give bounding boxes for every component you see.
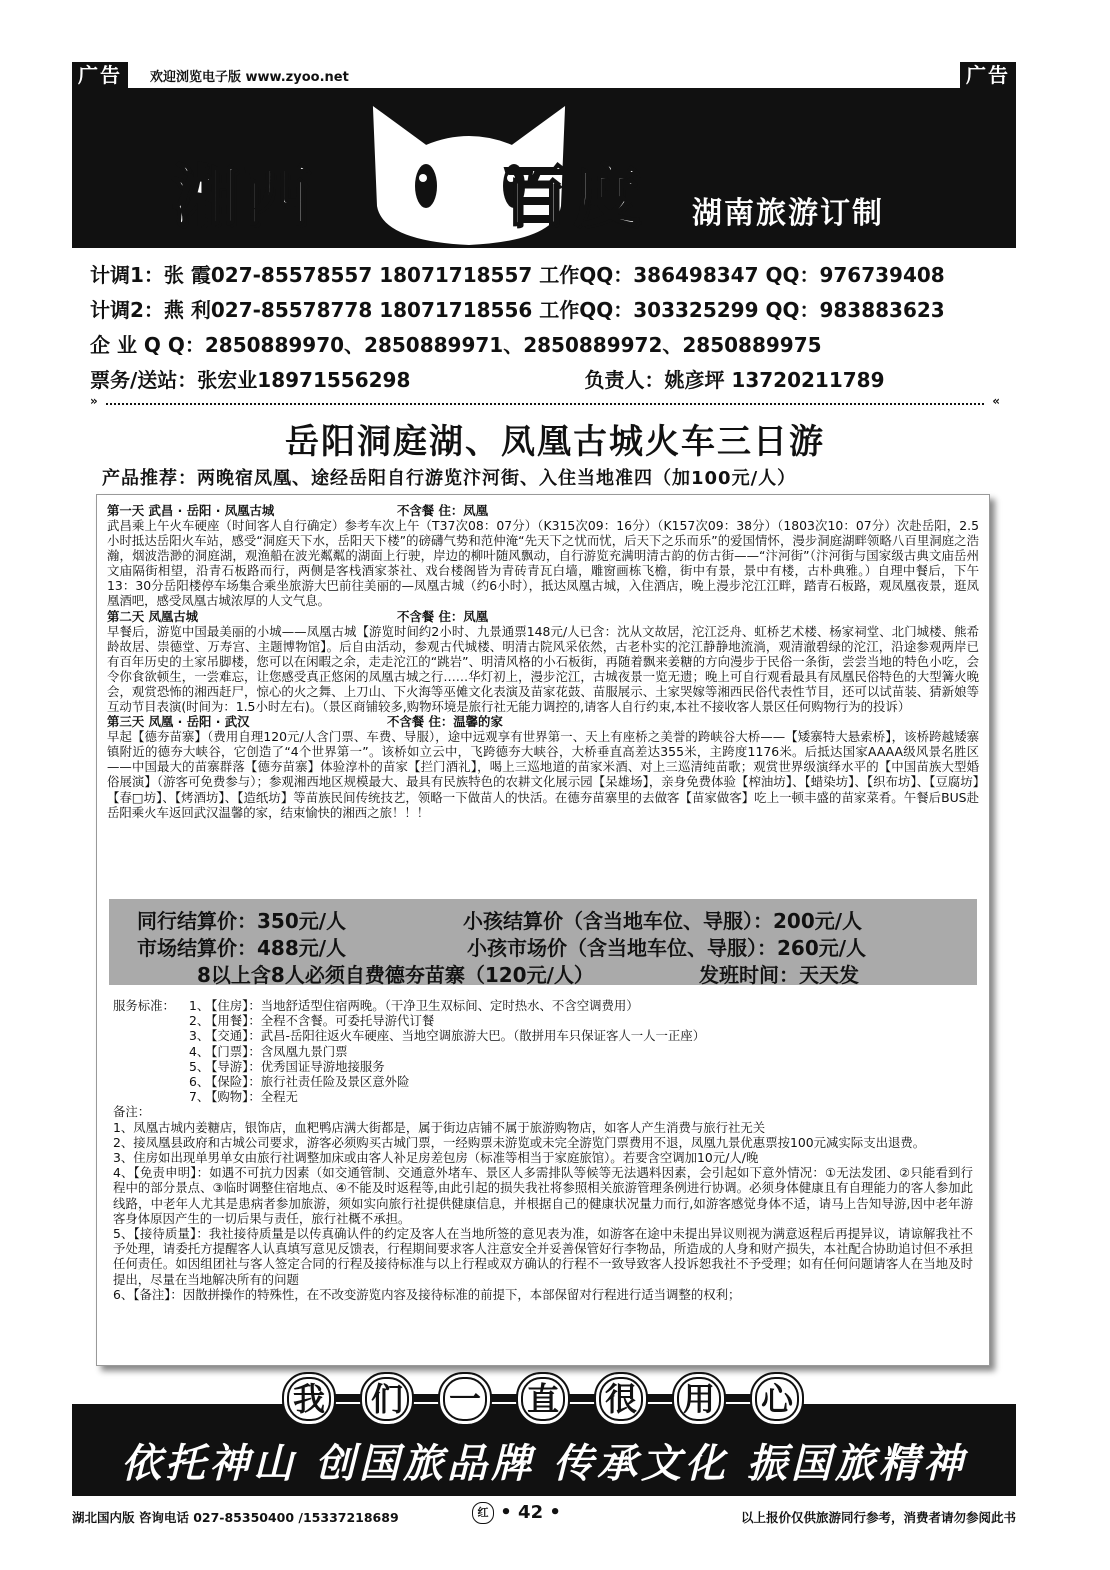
slogan-char: 很 bbox=[594, 1372, 648, 1426]
day-meal: 不含餐 住：凤凰 bbox=[397, 503, 489, 518]
day-description: 早起【德夯苗寨】（费用自理120元/人含门票、车费、导服），途中远观享有世界第一、天上有座桥之美誉的跨峡谷大桥——【矮寨特大悬索桥】，该桥跨越矮寨镇附近的德夯大峡谷，它创造了“4个世界第一”。该桥如立云中，飞跨德夯大峡谷，大桥垂直高差达355米，主跨度1176米。后抵达国家AAAA级风景名胜区——中国最大的苗寨群落【德夯苗寨】体验淳朴的苗家【拦门酒礼】，喝上三巡地道的苗家米酒、对上三巡清纯苗歌；观赏世界级演绎水平的【中国苗族大型婚俗展演】（游客可免费参与）；参观湘西地区规模最大、最具有民族特色的农耕文化展示园【呆雄场】，亲身免费体验【榨油坊】、【蜡染坊】、【织布坊】、【豆腐坊】【春□坊】、【烤酒坊】、【造纸坊】等苗族民间传统技艺，领略一下做苗人的快活。在德夯苗寨里的去做客【苗家做客】吃上一顿丰盛的苗家菜肴。午餐后BUS赴岳阳乘火车返回武汉温馨的家，结束愉快的湘西之旅！！！ bbox=[107, 729, 979, 820]
service-standards bbox=[113, 998, 973, 1302]
service-item bbox=[113, 1089, 973, 1104]
service-text: 【门票】：含凤凰九景门票 bbox=[205, 1043, 348, 1059]
brand-name-part2: 百度 bbox=[502, 157, 646, 235]
departure-schedule: 发班时间：天天发 bbox=[699, 963, 859, 987]
day-header bbox=[107, 503, 979, 518]
service-text: 【住房】：当地舒适型住宿两晚。（干净卫生双标间、定时热水、不含空调费用） bbox=[205, 998, 639, 1013]
peer-adult-price: 同行结算价：350元/人 bbox=[137, 909, 347, 933]
note-item: 5、【接待质量】：我社接待质量是以传真确认件的约定及客人在当地所签的意见表为准，如游客在途中未提出异议则视为满意返程后再提异议，请谅解我社不予处理，请委托方提醒客人认真填写意见反馈表，行程期间要求客人注意安全并妥善保管好行李物品，所造成的人身和财产损失，本社配合协助追讨但不承担任何责任。如因组团社与客人签定合同的行程及接待标准与以上行程或双方确认的行程不一致导致客人投诉恕我社不予受理；如有任何问题请客人在当地及时提出，尽量在当地解决所有的问题 bbox=[113, 1225, 973, 1287]
brand-name-part1: 湘西 bbox=[172, 157, 316, 235]
top-bar bbox=[72, 62, 1016, 88]
service-item bbox=[113, 998, 973, 1013]
service-item bbox=[113, 1028, 973, 1043]
divider-left-mark: » bbox=[90, 394, 98, 408]
note-item: 6、【备注】：因散拼操作的特殊性，在不改变游览内容及接待标准的前提下，本部保留对行程进行适当调整的权利； bbox=[113, 1286, 741, 1302]
service-item bbox=[113, 1044, 973, 1059]
day-header bbox=[107, 609, 979, 624]
service-item bbox=[113, 1074, 973, 1089]
day-title: 第三天 凤凰 · 岳阳 · 武汉 bbox=[107, 714, 250, 730]
service-number: 7、 bbox=[189, 1089, 210, 1105]
slogan-char: 直 bbox=[516, 1372, 570, 1426]
service-item bbox=[113, 1059, 973, 1074]
dotted-divider bbox=[90, 396, 1000, 410]
divider-right-mark: « bbox=[992, 394, 1000, 408]
day-header bbox=[107, 714, 979, 729]
slogan-main: 依托神山 创国旅品牌 传承文化 振国旅精神 bbox=[121, 1440, 967, 1487]
contact-block bbox=[90, 258, 1010, 398]
tour-headline: 岳阳洞庭湖、凤凰古城火车三日游 bbox=[285, 422, 825, 462]
contact-line: 企 业 Q Q：2850889970、2850889971、2850889972、2850889975 bbox=[90, 333, 822, 357]
peer-child-price: 小孩结算价（含当地车位、导服）：200元/人 bbox=[463, 909, 863, 933]
day-title: 第二天 凤凰古城 bbox=[107, 608, 199, 624]
slogan-char: 心 bbox=[750, 1372, 804, 1426]
red-edition-badge: 红 bbox=[472, 1502, 494, 1524]
day-list bbox=[107, 503, 979, 820]
slogan-circles bbox=[282, 1372, 806, 1424]
brand-banner bbox=[72, 88, 1016, 248]
market-child-price: 小孩市场价（含当地车位、导服）：260元/人 bbox=[467, 936, 867, 960]
slogan-char: 一 bbox=[438, 1372, 492, 1426]
notes-label: 备注： bbox=[113, 1104, 151, 1120]
page-number: • 42 • bbox=[500, 1502, 561, 1523]
product-recommend: 产品推荐：两晚宿凤凰、途经岳阳自行游览汴河街、入住当地准四（加100元/人） bbox=[102, 468, 797, 489]
divider-line bbox=[106, 403, 984, 405]
day-meal: 不含餐 住：凤凰 bbox=[397, 608, 489, 624]
contact-line: 票务/送站：张宏业18971556298 负责人：姚彦坪 13720211789 bbox=[90, 368, 885, 392]
service-text: 【购物】：全程无 bbox=[205, 1089, 298, 1105]
ad-tag-left: 广告 bbox=[72, 62, 128, 88]
slogan-char: 用 bbox=[672, 1372, 726, 1426]
service-number: 6、 bbox=[189, 1073, 210, 1089]
market-adult-price: 市场结算价：488元/人 bbox=[137, 936, 347, 960]
day-meal: 不含餐 住：温馨的家 bbox=[387, 714, 503, 730]
day-description: 武昌乘上午火车硬座（时间客人自行确定）参考车次上午（T37次08：07分）（K315次09：16分）（K157次09：38分）（1803次10：07分）次赴岳阳，2.5小时抵达岳阳火车站，感受“洞庭天下水，岳阳天下楼”的磅礴气势和范仲淹“先天下之忧而忧，后天下之乐而乐”的爱国情怀，漫步洞庭湖畔领略八百里洞庭之浩瀚，烟波浩渺的洞庭湖，观渔船在波光粼粼的湖面上行驶，岸边的柳叶随风飘动，自行游览充满明清古韵的仿古街——“汴河街”（汴河街与国家级古典文庙岳州文庙隔街相望，沿青石板路而行，两侧是客栈酒家茶社、戏台楼阁皆为青砖青瓦白墙，雕窗画栋飞檐，街中有景，景中有楼，古朴典雅。）自理中餐后，下午13：30分岳阳楼停车场集合乘坐旅游大巴前往美丽的—凤凰古城（约6小时），抵达凤凰古城，入住酒店，晚上漫步沱江江畔，踏青石板路，观凤凰夜景，逛凤凰酒吧，感受凤凰古城浓厚的人文气息。 bbox=[107, 518, 979, 609]
service-number: 1、 bbox=[189, 998, 210, 1013]
day-title: 第一天 武昌 · 岳阳 · 凤凰古城 bbox=[107, 503, 275, 518]
price-box bbox=[109, 899, 977, 985]
brand-subtitle: 湖南旅游订制 bbox=[692, 196, 884, 231]
service-label: 服务标准： bbox=[113, 998, 175, 1013]
service-number: 4、 bbox=[189, 1043, 210, 1059]
contact-line: 计调1：张 霞027-85578557 18071718557 工作QQ：386498347 QQ：976739408 bbox=[90, 263, 945, 287]
service-text: 【保险】：旅行社责任险及景区意外险 bbox=[205, 1073, 410, 1089]
slogan-char: 们 bbox=[360, 1372, 414, 1426]
service-text: 【导游】：优秀国证导游地接服务 bbox=[205, 1058, 385, 1074]
note-item: 3、住房如出现单男单女由旅行社调整加床或由客人补足房差包房（标准等相当于家庭旅馆）。若要含空调加10元/人/晚 bbox=[113, 1149, 759, 1165]
service-item bbox=[113, 1013, 973, 1028]
contact-line: 计调2：燕 利027-85578778 18071718556 工作QQ：303325299 QQ：983883623 bbox=[90, 298, 945, 322]
page-number-block bbox=[472, 1502, 561, 1524]
group-note: 8以上含8人必须自费德夯苗寨（120元/人） bbox=[197, 963, 594, 987]
ad-tag-right: 广告 bbox=[960, 62, 1016, 88]
service-number: 3、 bbox=[189, 1028, 210, 1044]
slogan-char: 我 bbox=[282, 1372, 336, 1426]
note-item: 2、接凤凰县政府和古城公司要求，游客必须购买古城门票，一经购票未游览或未完全游览门票费用不退，凤凰九景优惠票按100元减实际支出退费。 bbox=[113, 1134, 926, 1150]
welcome-text[interactable]: 欢迎浏览电子版 www.zyoo.net bbox=[150, 70, 349, 85]
note-item: 4、【免责申明】：如遇不可抗力因素（如交通管制、交通意外堵车、景区人多需排队等候等无法遇料因素，会引起如下意外情况：①无法发团、②只能看到行程中的部分景点、③临时调整住宿地点、④不能及时返程等,由此引起的损失我社将参照相关旅游管理条例进行协调。必须身体健康且有自理能力的客人参加此线路，中老年人尤其是患病者参加旅游，须如实向旅行社提供健康信息，并根据自己的健康状况量力而行,如游客感觉身体不适，请马上告知导游,因中老年游客身体原因产生的一切后果与责任，旅行社概不承担。 bbox=[113, 1165, 973, 1226]
page-footer bbox=[72, 1502, 1016, 1528]
service-number: 2、 bbox=[189, 1013, 210, 1029]
footer-edition: 湖北国内版 咨询电话 027-85350400 /15337218689 bbox=[72, 1510, 399, 1525]
footer-disclaimer: 以上报价仅供旅游同行参考，消费者请勿参阅此书 bbox=[740, 1510, 1016, 1525]
itinerary-panel bbox=[96, 494, 990, 1366]
service-text: 【用餐】：全程不含餐。可委托导游代订餐 bbox=[205, 1013, 435, 1029]
service-text: 【交通】：武昌-岳阳往返火车硬座、当地空调旅游大巴。（散拼用车只保证客人一人一正座） bbox=[205, 1028, 706, 1044]
note-item: 1、凤凰古城内姜糖店，银饰店，血粑鸭店满大街都是，属于街边店铺不属于旅游购物店，如客人产生消费与旅行社无关 bbox=[113, 1119, 766, 1135]
day-description: 早餐后，游览中国最美丽的小城——凤凰古城【游览时间约2小时、九景通票148元/人已含：沈从文故居，沱江泛舟、虹桥艺术楼、杨家祠堂、北门城楼、熊希龄故居、崇德堂、万寿宫、主题博物馆】。后自由活动，参观古代城楼、明清古院风采依然，古老朴实的沱江静静地流淌，观清澈碧绿的沱江，沿途参观两岸已有百年历史的土家吊脚楼，您可以在闲暇之余，走走沱江的“跳岩”、明清风格的小石板街，再随着飘来姜糖的方向漫步于民俗一条街，尝尝当地的特色小吃，会令你食欲顿生，一尝难忘，让您感受真正悠闲的凤凰古城之行……华灯初上，漫步沱江，古城夜景一览无遗；晚上可自行观看最具有凤凰民俗特色的大型篝火晚会，观赏恐怖的湘西赶尸，惊心的火之舞、上刀山、下火海等巫傩文化表演及苗家花鼓、苗服展示、土家哭嫁等湘西民俗代表性节目，还可以试苗装、猜新娘等互动节目表演(时间为：1.5小时左右)。（景区商铺较多,购物环境是旅行社无能力调控的,请客人自行约束,本社不接收客人景区任何购物行为的投诉） bbox=[107, 623, 979, 715]
service-number: 5、 bbox=[189, 1058, 210, 1074]
